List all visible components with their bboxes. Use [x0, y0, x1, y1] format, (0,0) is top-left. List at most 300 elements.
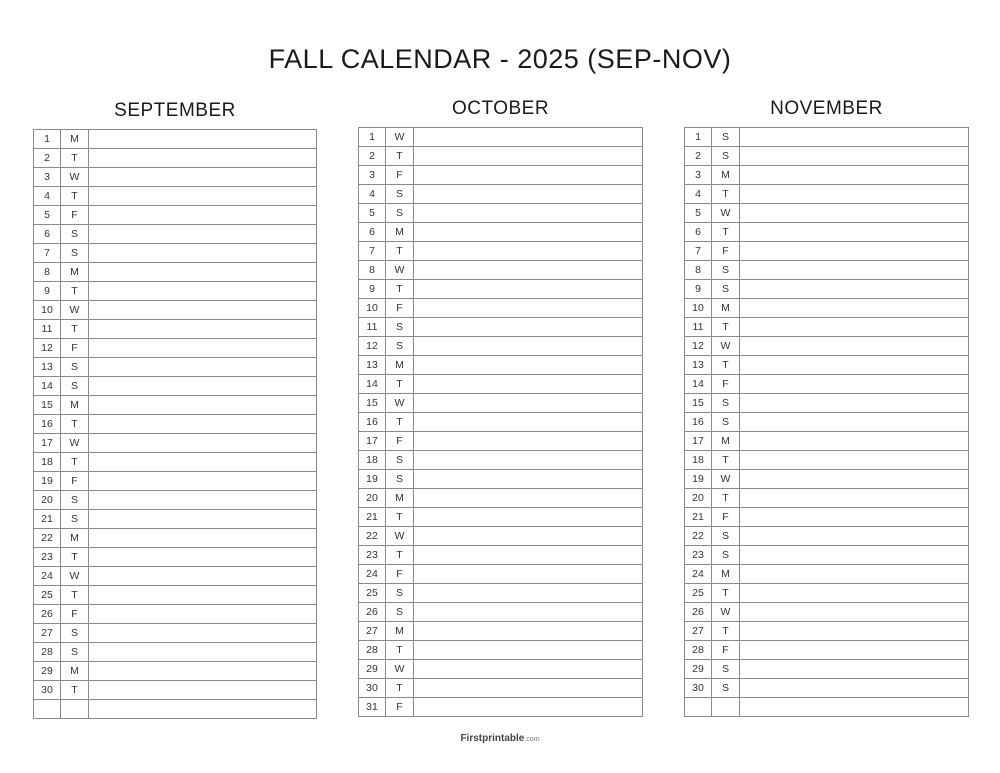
day-row	[34, 567, 317, 586]
note-cell[interactable]	[740, 166, 969, 185]
note-cell[interactable]	[414, 299, 643, 318]
day-number: 16	[685, 413, 712, 432]
weekday-letter: M	[386, 223, 414, 242]
note-cell[interactable]	[740, 337, 969, 356]
day-number: 16	[359, 413, 386, 432]
day-number: 16	[34, 415, 61, 434]
note-cell[interactable]	[89, 453, 317, 472]
page-title: FALL CALENDAR - 2025 (SEP-NOV)	[268, 44, 732, 74]
day-row	[359, 204, 643, 223]
day-row	[34, 472, 317, 491]
note-cell[interactable]	[414, 337, 643, 356]
note-cell[interactable]	[414, 470, 643, 489]
day-row	[359, 622, 643, 641]
day-number: 28	[359, 641, 386, 660]
note-cell[interactable]	[89, 301, 317, 320]
weekday-letter: S	[712, 546, 740, 565]
day-number: 25	[359, 584, 386, 603]
day-number: 12	[685, 337, 712, 356]
day-number: 20	[34, 491, 61, 510]
note-cell[interactable]	[740, 546, 969, 565]
weekday-letter: S	[712, 128, 740, 147]
day-row	[359, 318, 643, 337]
day-number: 13	[359, 356, 386, 375]
note-cell[interactable]	[414, 375, 643, 394]
weekday-letter: T	[61, 453, 89, 472]
day-row	[359, 185, 643, 204]
note-cell[interactable]	[89, 339, 317, 358]
weekday-letter: M	[61, 263, 89, 282]
note-cell[interactable]	[414, 641, 643, 660]
october-table	[358, 127, 643, 717]
day-number: 3	[685, 166, 712, 185]
day-row	[34, 320, 317, 339]
note-cell[interactable]	[89, 529, 317, 548]
note-cell[interactable]	[740, 584, 969, 603]
note-cell[interactable]	[89, 491, 317, 510]
day-row	[34, 263, 317, 282]
note-cell[interactable]	[89, 130, 317, 149]
day-row	[685, 622, 969, 641]
day-row	[685, 546, 969, 565]
day-number: 11	[34, 320, 61, 339]
day-row	[359, 413, 643, 432]
day-number: 17	[685, 432, 712, 451]
day-row	[34, 149, 317, 168]
day-number: 8	[34, 263, 61, 282]
weekday-letter: S	[712, 413, 740, 432]
weekday-letter: T	[712, 489, 740, 508]
weekday-letter: T	[61, 187, 89, 206]
note-cell[interactable]	[414, 603, 643, 622]
note-cell[interactable]	[740, 204, 969, 223]
brand-suffix: .com	[524, 736, 540, 743]
day-number: 23	[34, 548, 61, 567]
day-row	[34, 377, 317, 396]
day-number: 12	[34, 339, 61, 358]
weekday-letter: F	[386, 299, 414, 318]
day-number: 17	[359, 432, 386, 451]
weekday-letter: S	[386, 204, 414, 223]
weekday-letter: S	[386, 584, 414, 603]
day-number: 21	[685, 508, 712, 527]
note-cell[interactable]	[414, 413, 643, 432]
note-cell[interactable]	[414, 147, 643, 166]
weekday-letter: T	[386, 508, 414, 527]
weekday-letter: T	[386, 641, 414, 660]
weekday-letter: S	[61, 225, 89, 244]
weekday-letter: T	[386, 147, 414, 166]
note-cell[interactable]	[89, 605, 317, 624]
note-cell[interactable]	[414, 185, 643, 204]
weekday-letter: M	[386, 622, 414, 641]
note-cell[interactable]	[740, 432, 969, 451]
note-cell[interactable]	[414, 242, 643, 261]
day-number: 6	[685, 223, 712, 242]
weekday-letter: T	[712, 318, 740, 337]
weekday-letter: S	[386, 603, 414, 622]
day-row	[359, 698, 643, 717]
weekday-letter: T	[61, 149, 89, 168]
september-table	[33, 129, 317, 719]
day-number: 7	[34, 244, 61, 263]
note-cell[interactable]	[740, 185, 969, 204]
day-number: 19	[685, 470, 712, 489]
note-cell[interactable]	[89, 681, 317, 700]
day-row	[34, 624, 317, 643]
weekday-letter: S	[61, 491, 89, 510]
note-cell[interactable]	[740, 603, 969, 622]
day-row	[685, 508, 969, 527]
day-row	[685, 470, 969, 489]
day-row	[34, 187, 317, 206]
day-number: 7	[359, 242, 386, 261]
note-cell[interactable]	[414, 565, 643, 584]
day-number: 2	[359, 147, 386, 166]
day-row	[685, 527, 969, 546]
note-cell[interactable]	[89, 396, 317, 415]
weekday-letter: S	[712, 394, 740, 413]
note-cell[interactable]	[414, 679, 643, 698]
day-row	[359, 565, 643, 584]
note-cell[interactable]	[414, 356, 643, 375]
weekday-letter: M	[386, 356, 414, 375]
day-number: 19	[34, 472, 61, 491]
day-row	[359, 280, 643, 299]
note-cell[interactable]	[414, 432, 643, 451]
weekday-letter: T	[386, 242, 414, 261]
weekday-letter: T	[712, 451, 740, 470]
day-row	[359, 242, 643, 261]
day-row	[359, 375, 643, 394]
note-cell[interactable]	[414, 394, 643, 413]
note-cell[interactable]	[89, 282, 317, 301]
note-cell[interactable]	[740, 565, 969, 584]
note-cell[interactable]	[740, 470, 969, 489]
note-cell[interactable]	[740, 147, 969, 166]
note-cell[interactable]	[740, 641, 969, 660]
weekday-letter: S	[61, 377, 89, 396]
note-cell[interactable]	[414, 280, 643, 299]
note-cell[interactable]	[414, 546, 643, 565]
day-number: 26	[34, 605, 61, 624]
weekday-letter: W	[386, 660, 414, 679]
day-number: 4	[359, 185, 386, 204]
day-row	[359, 394, 643, 413]
weekday-letter: T	[61, 548, 89, 567]
day-number: 17	[34, 434, 61, 453]
note-cell[interactable]	[414, 527, 643, 546]
note-cell[interactable]	[414, 698, 643, 717]
day-row	[359, 128, 643, 147]
note-cell[interactable]	[740, 527, 969, 546]
weekday-letter: S	[386, 470, 414, 489]
note-cell[interactable]	[89, 510, 317, 529]
day-number: 14	[685, 375, 712, 394]
day-number: 19	[359, 470, 386, 489]
weekday-letter: T	[61, 320, 89, 339]
note-cell[interactable]	[740, 698, 969, 717]
note-cell[interactable]	[740, 375, 969, 394]
day-row	[34, 586, 317, 605]
note-cell[interactable]	[414, 166, 643, 185]
day-number: 23	[685, 546, 712, 565]
note-cell[interactable]	[414, 622, 643, 641]
day-row	[359, 337, 643, 356]
day-number: 20	[359, 489, 386, 508]
day-number: 13	[34, 358, 61, 377]
weekday-letter	[712, 698, 740, 717]
day-number: 25	[685, 584, 712, 603]
day-number	[685, 698, 712, 717]
note-cell[interactable]	[89, 206, 317, 225]
note-cell[interactable]	[740, 261, 969, 280]
weekday-letter: M	[712, 432, 740, 451]
note-cell[interactable]	[740, 679, 969, 698]
day-row	[685, 204, 969, 223]
weekday-letter: S	[61, 624, 89, 643]
weekday-letter: F	[712, 242, 740, 261]
month-title-october: OCTOBER	[451, 98, 550, 119]
weekday-letter: W	[712, 603, 740, 622]
weekday-letter: S	[712, 679, 740, 698]
note-cell[interactable]	[89, 187, 317, 206]
weekday-letter: T	[712, 584, 740, 603]
day-row	[685, 641, 969, 660]
day-number: 9	[34, 282, 61, 301]
note-cell[interactable]	[740, 318, 969, 337]
weekday-letter: W	[61, 567, 89, 586]
day-number: 28	[685, 641, 712, 660]
day-row	[359, 527, 643, 546]
day-row	[34, 681, 317, 700]
day-number: 2	[685, 147, 712, 166]
day-row	[685, 147, 969, 166]
weekday-letter: T	[386, 546, 414, 565]
day-row	[359, 679, 643, 698]
note-cell[interactable]	[89, 662, 317, 681]
day-number: 27	[359, 622, 386, 641]
day-number: 15	[359, 394, 386, 413]
note-cell[interactable]	[89, 586, 317, 605]
day-row	[34, 434, 317, 453]
day-number: 23	[359, 546, 386, 565]
note-cell[interactable]	[740, 356, 969, 375]
day-row	[685, 242, 969, 261]
note-cell[interactable]	[740, 394, 969, 413]
day-row	[685, 679, 969, 698]
weekday-letter: T	[712, 223, 740, 242]
day-row	[685, 698, 969, 717]
weekday-letter: S	[61, 510, 89, 529]
day-row	[359, 470, 643, 489]
day-number: 22	[685, 527, 712, 546]
day-number: 18	[685, 451, 712, 470]
day-row	[685, 489, 969, 508]
day-number: 30	[685, 679, 712, 698]
day-row	[359, 584, 643, 603]
weekday-letter: T	[386, 413, 414, 432]
note-cell[interactable]	[89, 700, 317, 719]
weekday-letter: S	[712, 527, 740, 546]
weekday-letter: F	[61, 472, 89, 491]
note-cell[interactable]	[740, 489, 969, 508]
day-number: 22	[34, 529, 61, 548]
note-cell[interactable]	[740, 299, 969, 318]
weekday-letter: T	[61, 282, 89, 301]
note-cell[interactable]	[414, 489, 643, 508]
weekday-letter: F	[712, 508, 740, 527]
note-cell[interactable]	[414, 451, 643, 470]
day-number: 10	[34, 301, 61, 320]
day-number: 5	[685, 204, 712, 223]
day-number: 5	[34, 206, 61, 225]
day-number: 27	[685, 622, 712, 641]
day-row	[359, 508, 643, 527]
note-cell[interactable]	[740, 280, 969, 299]
note-cell[interactable]	[740, 223, 969, 242]
day-number: 8	[359, 261, 386, 280]
day-number: 3	[34, 168, 61, 187]
weekday-letter: F	[712, 641, 740, 660]
note-cell[interactable]	[89, 643, 317, 662]
note-cell[interactable]	[89, 377, 317, 396]
weekday-letter	[61, 700, 89, 719]
day-row	[34, 206, 317, 225]
day-row	[685, 565, 969, 584]
day-row	[34, 358, 317, 377]
day-row	[685, 166, 969, 185]
day-row	[685, 584, 969, 603]
note-cell[interactable]	[740, 622, 969, 641]
note-cell[interactable]	[414, 508, 643, 527]
day-number: 14	[34, 377, 61, 396]
note-cell[interactable]	[740, 508, 969, 527]
weekday-letter: S	[712, 660, 740, 679]
weekday-letter: M	[61, 396, 89, 415]
note-cell[interactable]	[89, 624, 317, 643]
note-cell[interactable]	[89, 358, 317, 377]
day-row	[359, 432, 643, 451]
note-cell[interactable]	[740, 413, 969, 432]
note-cell[interactable]	[89, 263, 317, 282]
weekday-letter: T	[61, 415, 89, 434]
day-number: 15	[34, 396, 61, 415]
note-cell[interactable]	[740, 660, 969, 679]
day-number: 1	[34, 130, 61, 149]
weekday-letter: F	[61, 339, 89, 358]
day-row	[359, 261, 643, 280]
weekday-letter: T	[386, 280, 414, 299]
day-number: 1	[685, 128, 712, 147]
note-cell[interactable]	[740, 242, 969, 261]
day-number: 24	[34, 567, 61, 586]
day-number: 13	[685, 356, 712, 375]
day-row	[685, 128, 969, 147]
day-number: 26	[685, 603, 712, 622]
day-number: 9	[359, 280, 386, 299]
day-row	[359, 223, 643, 242]
note-cell[interactable]	[89, 567, 317, 586]
weekday-letter: F	[386, 698, 414, 717]
note-cell[interactable]	[414, 204, 643, 223]
day-row	[34, 225, 317, 244]
note-cell[interactable]	[89, 415, 317, 434]
day-row	[34, 510, 317, 529]
note-cell[interactable]	[414, 128, 643, 147]
weekday-letter: S	[386, 185, 414, 204]
day-row	[359, 489, 643, 508]
note-cell[interactable]	[89, 434, 317, 453]
day-number: 10	[685, 299, 712, 318]
weekday-letter: F	[712, 375, 740, 394]
note-cell[interactable]	[89, 149, 317, 168]
day-number: 29	[34, 662, 61, 681]
note-cell[interactable]	[89, 225, 317, 244]
day-row	[359, 299, 643, 318]
day-number: 18	[34, 453, 61, 472]
day-row	[34, 282, 317, 301]
day-number: 10	[359, 299, 386, 318]
day-number: 20	[685, 489, 712, 508]
day-number: 22	[359, 527, 386, 546]
day-row	[685, 223, 969, 242]
note-cell[interactable]	[414, 660, 643, 679]
day-row	[685, 660, 969, 679]
note-cell[interactable]	[414, 223, 643, 242]
day-number: 21	[34, 510, 61, 529]
weekday-letter: S	[386, 337, 414, 356]
day-row	[34, 168, 317, 187]
day-row	[685, 280, 969, 299]
day-number: 12	[359, 337, 386, 356]
day-row	[34, 643, 317, 662]
day-number: 3	[359, 166, 386, 185]
day-row	[359, 660, 643, 679]
day-row	[34, 529, 317, 548]
note-cell[interactable]	[740, 128, 969, 147]
day-number: 30	[34, 681, 61, 700]
note-cell[interactable]	[89, 548, 317, 567]
day-row	[359, 546, 643, 565]
day-row	[34, 662, 317, 681]
note-cell[interactable]	[414, 261, 643, 280]
note-cell[interactable]	[89, 168, 317, 187]
brand-name: Firstprintable	[460, 733, 525, 744]
note-cell[interactable]	[414, 584, 643, 603]
day-number: 1	[359, 128, 386, 147]
day-row	[685, 185, 969, 204]
weekday-letter: T	[61, 681, 89, 700]
day-row	[359, 603, 643, 622]
note-cell[interactable]	[89, 244, 317, 263]
day-number: 2	[34, 149, 61, 168]
note-cell[interactable]	[414, 318, 643, 337]
weekday-letter: F	[386, 166, 414, 185]
weekday-letter: S	[712, 147, 740, 166]
day-row	[359, 451, 643, 470]
weekday-letter: M	[712, 166, 740, 185]
note-cell[interactable]	[740, 451, 969, 470]
day-row	[359, 641, 643, 660]
day-row	[685, 603, 969, 622]
note-cell[interactable]	[89, 472, 317, 491]
weekday-letter: S	[712, 261, 740, 280]
day-row	[685, 318, 969, 337]
month-title-september: SEPTEMBER	[114, 100, 236, 121]
day-number: 26	[359, 603, 386, 622]
note-cell[interactable]	[89, 320, 317, 339]
